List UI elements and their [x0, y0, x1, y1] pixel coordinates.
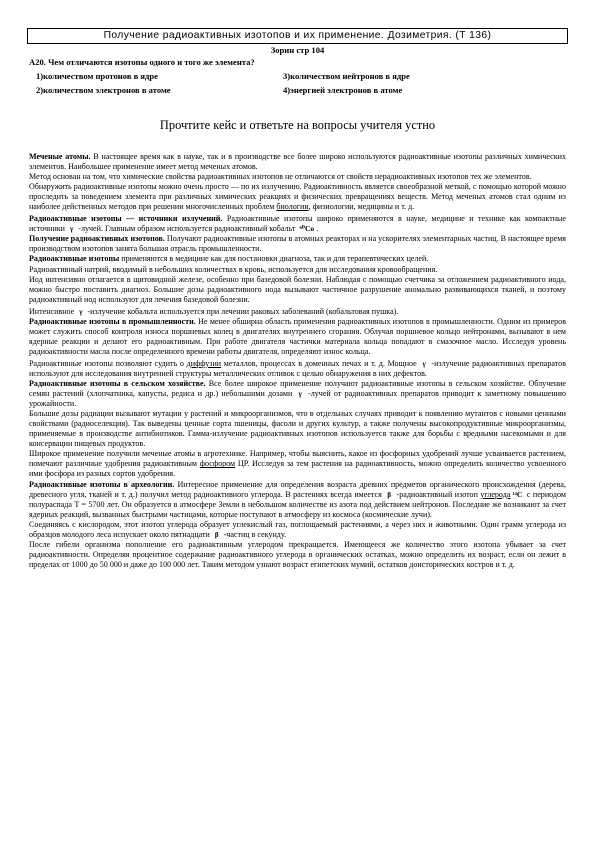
paragraph-text: -излучение радиоактивных препаратов используют для исследования внутренней структуры металлических отливок с целью обнаружения в них дефектов. — [29, 358, 566, 378]
paragraph-text: Все более широкое применение получают радиоактивные изотопы в сельском хозяйстве. Облучение семян растений (хлопчатника, капусты, редиса и др.) небольшими дозами — [29, 379, 567, 399]
paragraph-text: с периодом полураспада T = 5700 лет. Он образуется в атмосфере Земли в небольшом количестве из азота под действием нейтронов. Последние же возникают за счет ядерных реакций, вызванных быстрыми частицами, которые поступают в атмосферу из космоса (космические лучи). — [29, 489, 566, 519]
paragraph-tagged-atoms — [29, 152, 566, 172]
paragraph-text: Не менее обширна область применения радиоактивных изотопов в промышленности. Одним из примеров может служить способ контроля износа поршневых колец в двигателях внутреннего сгорания. Облучая поршневое кольцо нейтронами, вызывают в нем ядерные реакции и делают его радиоактивным. При работе двигателя частички материала кольца попадают в смазочное масло. Исследуя уровень радиоактивности масла после определенного времени работы двигателя, определяют износ кольца. — [29, 316, 566, 356]
paragraph — [29, 182, 566, 212]
paragraph-sources — [29, 214, 566, 234]
paragraph-text: металлов, процессах в доменных печах и т. д. Мощное — [221, 358, 420, 368]
section-heading: Радиоактивные изотопы — источники излучений. — [29, 214, 223, 224]
question-text: А20. Чем отличаются изотопы одного и того же элемента? — [29, 57, 255, 67]
paragraph-archaeology — [29, 480, 566, 520]
paragraph-text: Радиоактивные изотопы широко применяются в науке, медицине и технике как компактные источники — [29, 214, 566, 234]
beta-symbol: β — [387, 490, 392, 499]
paragraph-text: -частиц в секунду. — [221, 529, 287, 539]
paragraph-text: -радиоактивный изотоп — [394, 489, 481, 499]
paragraph-text: Получают радиоактивные изотопы в атомных реакторах и на ускорителях элементарных частиц. В настоящее время производством изотопов занята большая отрасль промышленности. — [29, 234, 566, 254]
biology-link: биологии — [276, 202, 309, 212]
answer-option-2: 2)количеством электронов в атоме — [36, 85, 171, 95]
beta-symbol: β — [214, 530, 219, 539]
answer-option-4: 4)энергией электронов в атоме — [283, 85, 403, 95]
paragraph-text: Радиоактивные изотопы позволяют судить о — [29, 358, 187, 368]
diffusion-link: диффузии — [186, 358, 222, 368]
paragraph-text: Соединяясь с кислородом, этот изотоп углерода образует углекислый газ, поглощаемый растениями, а через них и животными. Один грамм углерода из образцов молодого леса испускает около пятнадцати — [29, 519, 566, 539]
paragraph-text: Интенсивное — [29, 306, 77, 316]
paragraph — [29, 520, 566, 540]
paragraph: Радиоактивный натрий, вводимый в небольших количествах в кровь, используется для исследования кровообращения. — [29, 264, 438, 274]
phosphorus-link: фосфором — [199, 459, 236, 469]
paragraph-text: В настоящее время как в науке, так и в производстве все более широко используются радиоактивные изотопы различных химических элементов. Наибольшее применение имеет метод меченых атомов. — [29, 152, 566, 172]
paragraph-text: -излучение кобальта используется при лечении раковых заболеваний (кобальтовая пушка). — [85, 306, 399, 316]
paragraph — [29, 449, 566, 479]
paragraph — [29, 307, 566, 317]
paragraph-text: -лучей от радиоактивных препаратов приводит к заметному повышению урожайности. — [29, 389, 566, 409]
page-title: Получение радиоактивных изотопов и их применение. Дозиметрия. (Т 136) — [27, 28, 568, 44]
paragraph — [29, 359, 566, 379]
answer-option-3: 3)количеством нейтронов в ядре — [283, 71, 410, 81]
section-heading: Радиоактивные изотопы в сельском хозяйстве. — [29, 379, 206, 389]
cobalt-isotope-symbol: ⁶⁰Co — [299, 224, 315, 234]
carbon-link: углерода — [480, 489, 511, 499]
paragraph-medicine — [29, 254, 566, 264]
paragraph-text: , физиологии, медицины и т. д. — [308, 202, 415, 212]
gamma-symbol: γ — [70, 225, 74, 234]
paragraph: Метод основан на том, что химические свойства радиоактивных изотопов не отличаются от свойств нерадиоактивных изотопов тех же элементов. — [29, 172, 532, 182]
paragraph-text: Обнаружить радиоактивные изотопы можно очень просто — по их излучению. Радиоактивность является своеобразной меткой, с помощью которой можно проследить за поведением элемента при различных химических реакциях и физических превращениях веществ. Метод меченых атомов стал одним из наиболее действенных методов при решении многочисленных проблем — [29, 182, 566, 212]
case-heading: Прочтите кейс и ответьте на вопросы учителя устно — [159, 118, 436, 132]
paragraph-text: Широкое применение получили меченые атомы в агротехнике. Например, чтобы выяснить, какое из фосфорных удобрений лучше усваивается растением, помечают различные удобрения радиоактивным — [29, 449, 566, 469]
section-heading: Радиоактивные изотопы в археологии. — [29, 479, 175, 489]
carbon-isotope-symbol: ¹⁴C — [512, 489, 523, 499]
paragraph-text: . — [316, 224, 319, 234]
gamma-symbol: γ — [422, 359, 426, 368]
paragraph-obtaining — [29, 234, 566, 254]
textbook-reference: Зорин стр 104 — [270, 45, 325, 55]
paragraph-industry — [29, 317, 566, 357]
paragraph: Иод интенсивно отлагается в щитовидной железе, особенно при базедовой болезни. Наблюдая с помощью счетчика за отложением радиоактивного иода, можно быстро поставить диагноз. Большие дозы радиоактивного иода вызывают частичное разрушение аномально развивающихся тканей, и поэтому радиоактивный иод используют для лечения базедовой болезни. — [29, 274, 566, 304]
paragraph-text: применяются в медицине как для постановки диагноза, так и для терапевтических целей. — [119, 254, 429, 264]
section-heading: Радиоактивные изотопы в промышленности. — [29, 316, 196, 326]
paragraph-text: Интересное применение для определения возраста древних предметов органического происхождения (дерева, древесного угля, тканей и т. д.) получил метод радиоактивного углерода. В растениях всегда имеется — [29, 479, 567, 499]
answer-option-1: 1)количеством протонов в ядре — [36, 71, 158, 81]
section-heading: Получение радиоактивных изотопов. — [29, 234, 165, 244]
section-heading: Радиоактивные изотопы — [29, 254, 120, 264]
paragraph-agriculture — [29, 379, 566, 409]
paragraph: После гибели организма пополнение его радиоактивным углеродом прекращается. Имеющееся же количество этого изотопа убывает за счет радиоактивности. Определяя процентное содержание радиоактивного углерода в органических остатках, можно определить их возраст, если он лежит в пределах от 1000 до 50 000 и даже до 100 000 лет. Таким методом узнают возраст египетских мумий, остатков доисторических костров и т. д. — [29, 539, 566, 569]
gamma-symbol: γ — [298, 390, 302, 399]
section-heading: Меченые атомы. — [29, 152, 91, 161]
gamma-symbol: γ — [79, 307, 83, 316]
paragraph: Большие дозы радиации вызывают мутации у растений и микроорганизмов, что в отдельных случаях приводит к появлению мутантов с новыми ценными свойствами (радиоселекция). Так выведены ценные сорта пшеницы, фасоли и других культур, а также получены высокопродуктивные микроорганизмы, применяемые в производстве антибиотиков. Гамма-излучение радиоактивных изотопов используется также для борьбы с вредными насекомыми и для консервации пищевых продуктов. — [29, 409, 566, 449]
paragraph-text: ЦР. Исследуя за тем растения на радиоактивность, можно определить количество усвоенного ими фосфора из разных сортов удобрения. — [29, 459, 566, 479]
paragraph-text: -лучей. Главным образом используется радиоактивный кобальт — [76, 224, 298, 234]
article-body — [29, 152, 566, 570]
